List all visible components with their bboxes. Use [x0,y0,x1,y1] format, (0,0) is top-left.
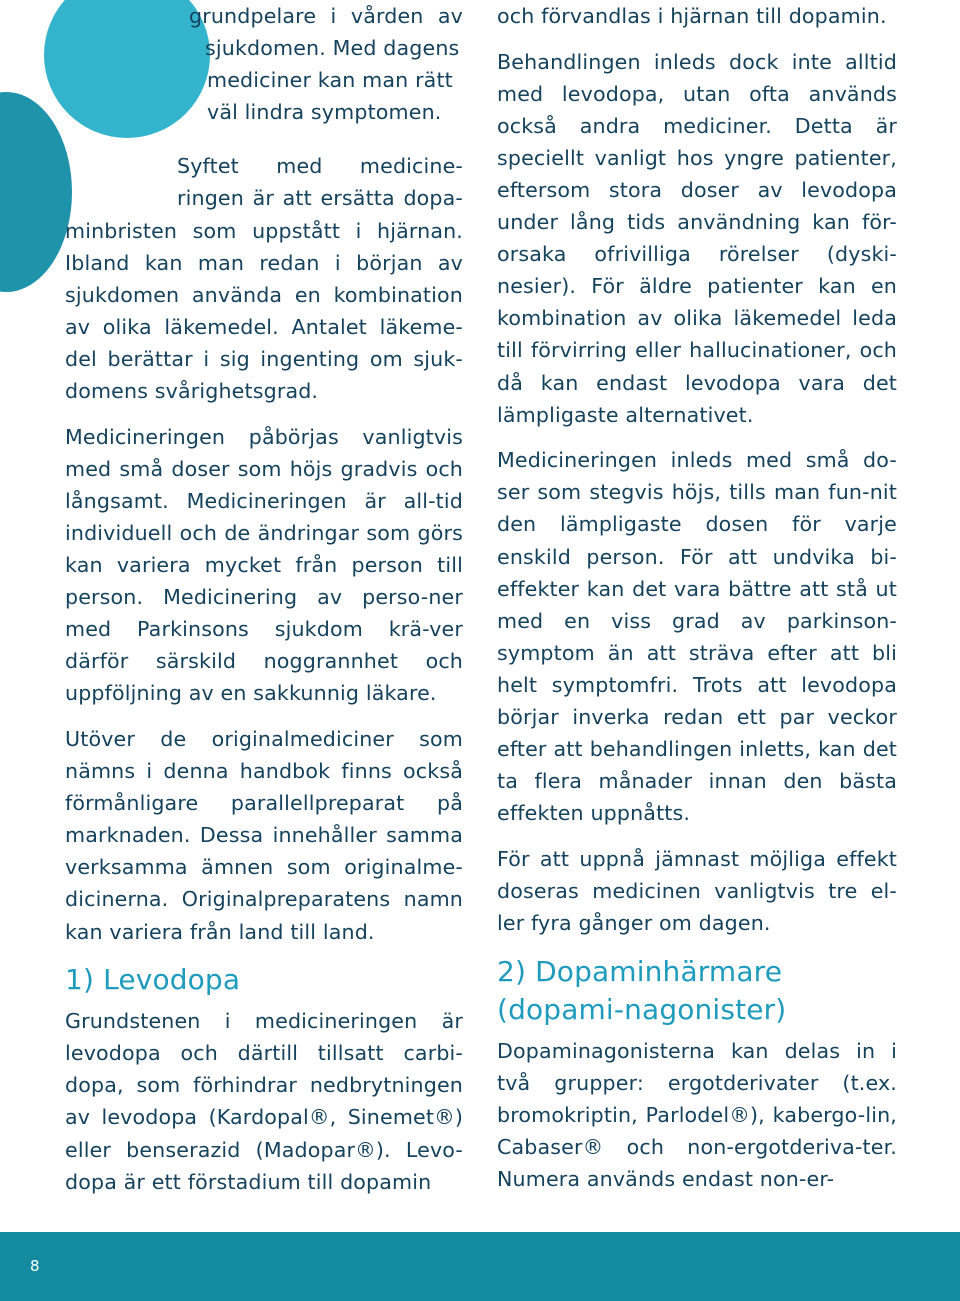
intro-line-3: mediciner kan man rätt [207,68,453,93]
intro-line-4: väl lindra symptomen. [207,100,442,125]
intro-line-2: sjukdomen. Med dagens [205,36,460,61]
paragraph-dose-increase: Medicineringen inleds med små do-ser som stegvis höjs, tills man fun-nit den lämpligaste dosen för varje enskild person. För att undvika bi-effekter kan det vara bättre att stå ut med en viss grad av parkinson-symptom än att sträva efter att bli helt symptomfri. Trots att levodopa börjar inverka redan ett par veckor efter att behandlingen inletts, kan det ta flera månader innan den bästa effekten uppnåtts. [497,448,897,826]
paragraph-start-dosage: Medicineringen påbörjas vanligtvis med små doser som höjs gradvis och långsamt. Medicineringen är all-tid individuell och de ändringar som görs kan variera mycket från person till person. Medicinering av perso-ner med Parkinsons sjukdom krä-ver därför särskild noggrannhet och uppföljning av en sakkunnig läkare. [65,424,463,706]
heading-levodopa: 1) Levodopa [65,963,241,997]
paragraph-treatment-start: Behandlingen inleds dock inte alltid med levodopa, utan ofta används också andra mediciner. Detta är speciellt vanligt hos yngre patienter, eftersom stora doser av levodopa under lång tids användning kan för-orsaka ofrivilliga rörelser (dyski-nesier). För äldre patienter kan en kombination av olika läkemedel leda till förvirring eller hallucinationer, och då kan endast levodopa vara det lämpligaste alternativet. [497,49,897,427]
heading-dopamine-agonists: 2) Dopaminhärmare (dopami-nagonister) [497,954,787,1026]
goal-rest: minbristen som uppstått i hjärnan. Ibland kan man redan i början av sjukdomen använda en kombination av olika läkemedel. Antalet läkeme-del berättar i sig ingenting om sjuk-domens svårighetsgrad. [65,218,463,404]
goal-line-1: Syftet med medicine- [177,154,463,179]
intro-line-1: grundpelare i vården av [189,4,463,28]
paragraph-parallel-drugs: Utöver de originalmediciner som nämns i denna handbok finns också förmånligare parallellpreparat på marknaden. Dessa innehåller samma verksamma ämnen som originalme-dicinerna. Originalpreparatens namn kan variera från land till land. [65,726,463,944]
intro-paragraph [65,0,463,128]
paragraph-levodopa: Grundstenen i medicineringen är levodopa och därtill tillsatt carbi-dopa, som förhindrar nedbrytningen av levodopa (Kardopal®, Sinemet®) eller benserazid (Madopar®). Levo-dopa är ett förstadium till dopamin [65,1009,463,1194]
left-column [65,0,463,1211]
goal-line-2: ringen är att ersätta dopa- [177,186,463,211]
paragraph-continuation: och förvandlas i hjärnan till dopamin. [497,4,887,28]
paragraph-agonists: Dopaminagonisterna kan delas in i två grupper: ergotderivater (t.ex. bromokriptin, Parlodel®), kabergo-lin, Cabaser® och non-ergotderiva-ter. Numera används endast non-er- [497,1038,897,1191]
right-column [497,0,897,1209]
page-number: 8 [30,1257,40,1275]
paragraph-goal [65,150,463,407]
footer-bar [0,1232,960,1301]
paragraph-dosing-frequency: För att uppnå jämnast möjliga effekt doseras medicinen vanligtvis tre el-ler fyra gånger om dagen. [497,846,897,936]
decorative-circle-large [0,92,72,292]
